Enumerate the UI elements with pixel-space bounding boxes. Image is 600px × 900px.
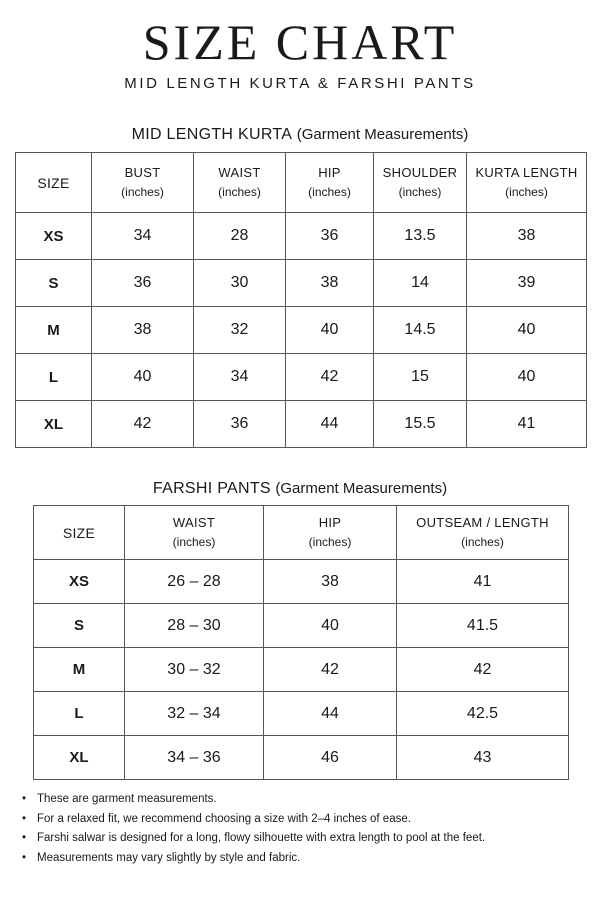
size-cell: L [16, 354, 92, 401]
pants-heading-note: (Garment Measurements) [275, 480, 448, 497]
table-cell: 32 [194, 307, 286, 354]
table-cell: 36 [92, 260, 194, 307]
hip-column-header [264, 506, 397, 560]
bullet-icon: • [22, 832, 27, 844]
column-label: WAIST [218, 165, 261, 180]
table-cell: 34 – 36 [125, 736, 264, 780]
table-cell: 14 [374, 260, 467, 307]
table-cell: 28 [194, 213, 286, 260]
pants-section-title [0, 479, 600, 499]
table-cell: 40 [467, 354, 587, 401]
table-cell: 46 [264, 736, 397, 780]
table-cell: 36 [286, 213, 374, 260]
column-label: KURTA LENGTH [475, 165, 578, 180]
column-unit: (inches) [121, 185, 164, 199]
pants-size-table [33, 505, 569, 780]
column-unit: (inches) [308, 185, 351, 199]
shoulder-column-header [374, 153, 467, 213]
column-unit: (inches) [398, 185, 442, 199]
table-cell: 42 [264, 648, 397, 692]
size-column-header: SIZE [16, 153, 92, 213]
table-cell: 44 [286, 401, 374, 448]
table-cell: 38 [92, 307, 194, 354]
note-text: Measurements may vary slightly by style and fabric. [37, 851, 301, 864]
table-cell: 34 [92, 213, 194, 260]
table-cell: 26 – 28 [125, 560, 264, 604]
size-cell: L [34, 692, 125, 736]
table-cell: 41 [397, 560, 569, 604]
table-row [34, 560, 569, 604]
table-cell: 41 [467, 401, 587, 448]
size-cell: S [34, 604, 125, 648]
notes-list [20, 790, 590, 868]
note-text: Farshi salwar is designed for a long, flowy silhouette with extra length to pool at the feet. [37, 832, 486, 844]
column-label: HIP [318, 165, 341, 180]
table-header-row [16, 153, 587, 213]
size-cell: XS [16, 213, 92, 260]
column-unit: (inches) [308, 535, 352, 549]
column-label: HIP [318, 515, 342, 530]
note-text: For a relaxed fit, we recommend choosing a size with 2–4 inches of ease. [37, 812, 411, 825]
table-cell: 28 – 30 [125, 604, 264, 648]
size-cell: M [16, 307, 92, 354]
bullet-icon: • [22, 812, 27, 825]
column-unit: (inches) [461, 535, 504, 549]
size-cell: XL [16, 401, 92, 448]
list-item [20, 790, 590, 810]
table-cell: 38 [264, 560, 397, 604]
table-cell: 40 [467, 307, 587, 354]
table-row [34, 692, 569, 736]
list-item [20, 849, 590, 869]
bust-column-header [92, 153, 194, 213]
table-row [34, 648, 569, 692]
column-unit: (inches) [505, 185, 548, 199]
table-cell: 34 [194, 354, 286, 401]
page-title: SIZE CHART [142, 14, 458, 70]
table-cell: 43 [397, 736, 569, 780]
table-cell: 36 [194, 401, 286, 448]
table-cell: 15.5 [374, 401, 467, 448]
table-row [16, 401, 587, 448]
table-cell: 42.5 [397, 692, 569, 736]
table-cell: 32 – 34 [125, 692, 264, 736]
column-label: BUST [124, 165, 161, 180]
waist-column-header [194, 153, 286, 213]
table-cell: 30 [194, 260, 286, 307]
kurta-section-title [0, 125, 600, 145]
kurta-length-column-header [467, 153, 587, 213]
bullet-icon: • [22, 793, 27, 805]
column-label: OUTSEAM / LENGTH [416, 515, 549, 530]
table-cell: 13.5 [374, 213, 467, 260]
list-item [20, 829, 590, 849]
size-cell: XL [34, 736, 125, 780]
table-row [34, 604, 569, 648]
table-cell: 40 [92, 354, 194, 401]
outseam-length-column-header [397, 506, 569, 560]
table-cell: 39 [467, 260, 587, 307]
table-row [16, 213, 587, 260]
size-cell: M [34, 648, 125, 692]
table-cell: 42 [92, 401, 194, 448]
note-text: These are garment measurements. [37, 793, 217, 805]
list-item [20, 810, 590, 830]
hip-column-header [286, 153, 374, 213]
table-row [16, 307, 587, 354]
column-unit: (inches) [218, 185, 261, 199]
column-label: SHOULDER [382, 165, 458, 180]
table-cell: 40 [264, 604, 397, 648]
table-cell: 30 – 32 [125, 648, 264, 692]
table-row [16, 260, 587, 307]
column-unit: (inches) [172, 535, 216, 549]
table-cell: 38 [467, 213, 587, 260]
table-cell: 42 [286, 354, 374, 401]
table-cell: 41.5 [397, 604, 569, 648]
size-column-header: SIZE [34, 506, 125, 560]
size-cell: XS [34, 560, 125, 604]
table-cell: 14.5 [374, 307, 467, 354]
table-cell: 38 [286, 260, 374, 307]
column-label: WAIST [172, 515, 216, 530]
bullet-icon: • [22, 851, 27, 864]
table-cell: 42 [397, 648, 569, 692]
table-cell: 44 [264, 692, 397, 736]
table-cell: 15 [374, 354, 467, 401]
kurta-size-table [15, 152, 587, 448]
kurta-heading: MID LENGTH KURTA [131, 126, 293, 143]
kurta-heading-note: (Garment Measurements) [296, 126, 469, 143]
pants-heading: FARSHI PANTS [152, 480, 271, 497]
table-cell: 40 [286, 307, 374, 354]
table-header-row [34, 506, 569, 560]
table-row [16, 354, 587, 401]
size-cell: S [16, 260, 92, 307]
table-row [34, 736, 569, 780]
page-subtitle: MID LENGTH KURTA & FARSHI PANTS [124, 75, 476, 92]
waist-column-header [125, 506, 264, 560]
